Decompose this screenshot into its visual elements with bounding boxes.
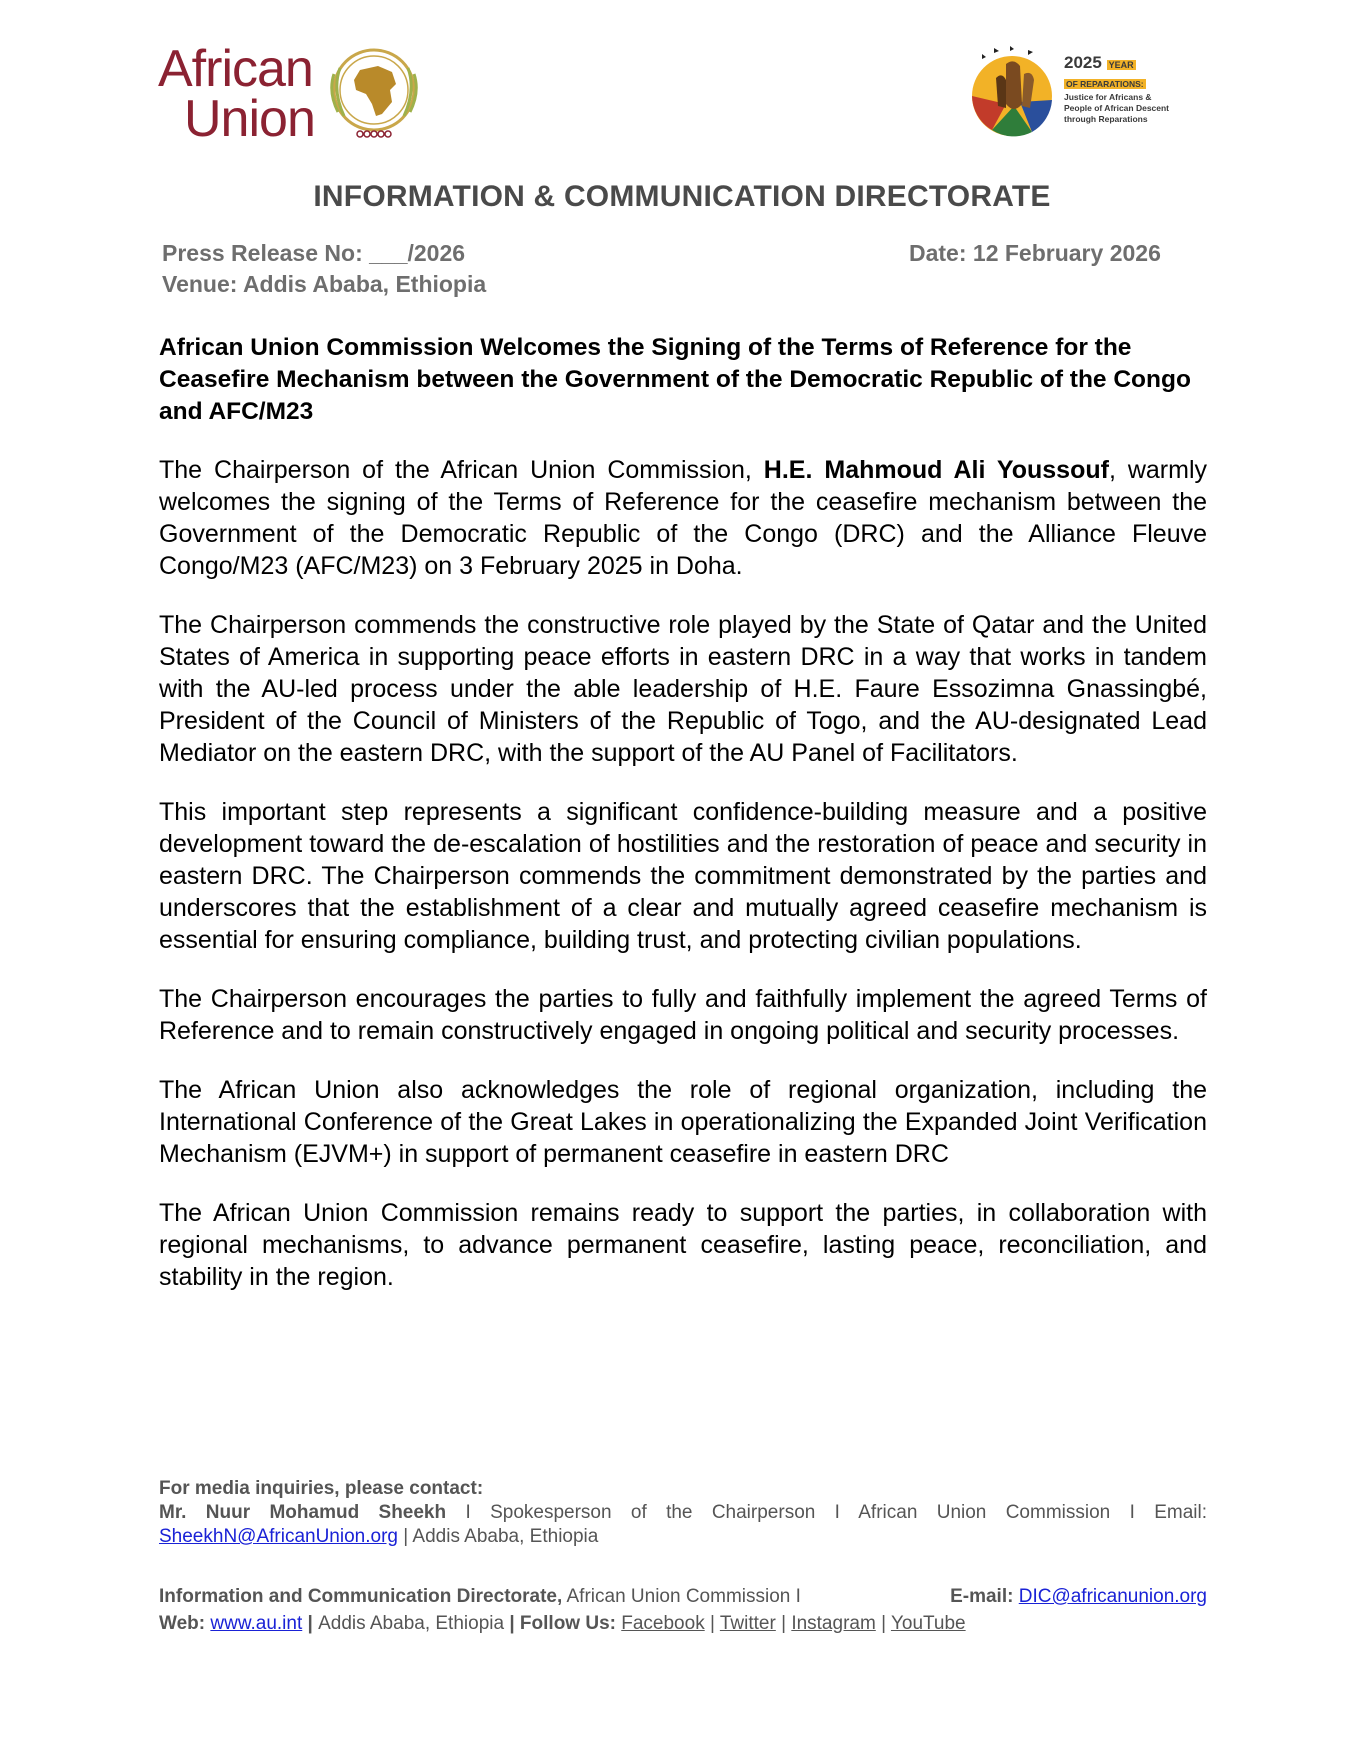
- press-release-headline: African Union Commission Welcomes the Signing of the Terms of Reference for the Ceasefire Mechanism between the Government of the Democratic Republic of the Congo and AFC/M23: [159, 334, 1191, 425]
- footer-email: [950, 1583, 1207, 1610]
- au-emblem-icon: [320, 44, 428, 144]
- release-date: Date: 12 February 2026: [909, 240, 1161, 266]
- press-release-body: [159, 454, 1207, 1320]
- press-release-number: Press Release No: ___/2026: [162, 240, 466, 266]
- african-union-logo: [158, 40, 438, 150]
- paragraph-6: The African Union Commission remains ready to support the parties, in collaboration with regional mechanisms, to advance permanent ceasefire, lasting peace, reconciliation, and stability in the region.: [159, 1199, 1207, 1291]
- social-sep-3: |: [875, 1613, 891, 1634]
- footer-directorate: [159, 1583, 801, 1610]
- facebook-link[interactable]: Facebook: [621, 1613, 705, 1634]
- social-sep-1: |: [704, 1613, 720, 1634]
- footer-row-1: [159, 1583, 1207, 1610]
- paragraph-4: The Chairperson encourages the parties to fully and faithfully implement the agreed Terms of Reference and to remain constructively engaged in ongoing political and security processes.: [159, 985, 1207, 1045]
- footer-row-2: [159, 1610, 1207, 1637]
- footer-commission: African Union Commission I: [562, 1586, 801, 1607]
- paragraph-3: This important step represents a significant confidence-building measure and a positive development toward the de-escalation of hostilities and the restoration of peace and security in eastern DRC. The Chairperson commends the commitment demonstrated by the parties and underscores that the establishment of a clear and mutually agreed ceasefire mechanism is essential for ensuring compliance, building trust, and protecting civilian populations.: [159, 798, 1207, 954]
- contact-heading: For media inquiries, please contact:: [159, 1478, 484, 1499]
- directorate-title: INFORMATION & COMMUNICATION DIRECTORATE: [313, 180, 1051, 213]
- year-of-reparations-logo: [962, 44, 1210, 140]
- reparations-sub-2: People of African Descent: [1064, 103, 1170, 113]
- paragraph-1: [159, 454, 1207, 582]
- reparations-year: [1064, 54, 1214, 74]
- contact-details: [159, 1501, 1207, 1549]
- reparations-artwork-icon: [962, 44, 1064, 140]
- reparations-year-word: YEAR: [1108, 60, 1134, 70]
- release-meta: [162, 238, 486, 300]
- reparations-tag: OF REPARATIONS:: [1066, 79, 1144, 89]
- paragraph-5: The African Union also acknowledges the role of regional organization, including the International Conference of the Great Lakes in operationalizing the Expanded Joint Verification Mechanism (EJVM+) in support of permanent ceasefire in eastern DRC: [159, 1076, 1207, 1168]
- youtube-link[interactable]: YouTube: [890, 1613, 966, 1634]
- reparations-year-number: 2025: [1064, 53, 1102, 72]
- p1-before: The Chairperson of the African Union Commission,: [159, 456, 764, 484]
- footer-directorate-label: Information and Communication Directorate,: [159, 1586, 563, 1607]
- au-logo-word-union: Union: [184, 90, 315, 148]
- footer-email-label: E-mail:: [950, 1586, 1014, 1607]
- social-sep-2: |: [775, 1613, 792, 1634]
- spokesperson-role: I Spokesperson of the Chairperson I African Union Commission I Email:: [446, 1502, 1207, 1523]
- paragraph-2: The Chairperson commends the constructive role played by the State of Qatar and the United States of America in supporting peace efforts in eastern DRC in a way that works in tandem with the AU-led process under the able leadership of H.E. Faure Essozimna Gnassingbé, President of the Council of Ministers of the Republic of Togo, and the AU-designated Lead Mediator on the eastern DRC, with the support of the AU Panel of Facilitators.: [159, 611, 1207, 767]
- venue: Venue: Addis Ababa, Ethiopia: [162, 271, 487, 297]
- instagram-link[interactable]: Instagram: [791, 1613, 876, 1634]
- reparations-text: [1064, 54, 1214, 125]
- spokesperson-email-link[interactable]: SheekhN@AfricanUnion.org: [159, 1526, 398, 1547]
- directorate-footer: [159, 1583, 1207, 1637]
- footer-city: Addis Ababa, Ethiopia: [318, 1613, 505, 1634]
- footer-web-link[interactable]: www.au.int: [210, 1613, 303, 1634]
- reparations-sub-3: through Reparations: [1064, 114, 1148, 124]
- media-contact: [159, 1477, 1207, 1549]
- spokesperson-name: Mr. Nuur Mohamud Sheekh: [159, 1502, 447, 1523]
- p1-after: , warmly welcomes the signing of the Terms of Reference for the ceasefire mechanism between the Government of the Democratic Republic of the Congo (DRC) and the Alliance Fleuve Congo/M23 (AFC/M23) on 3 February 2025 in Doha.: [159, 456, 1208, 580]
- contact-location: | Addis Ababa, Ethiopia: [397, 1526, 599, 1547]
- chairperson-name: H.E. Mahmoud Ali Youssouf: [763, 456, 1109, 484]
- footer-sep-1: |: [302, 1613, 319, 1634]
- footer-email-link[interactable]: DIC@africanunion.org: [1018, 1586, 1207, 1607]
- twitter-link[interactable]: Twitter: [719, 1613, 776, 1634]
- au-logo-word-african: African: [158, 40, 313, 98]
- reparations-sub-1: Justice for Africans &: [1064, 92, 1152, 102]
- footer-web-label: Web:: [159, 1613, 206, 1634]
- footer-follow-label: | Follow Us:: [504, 1613, 616, 1634]
